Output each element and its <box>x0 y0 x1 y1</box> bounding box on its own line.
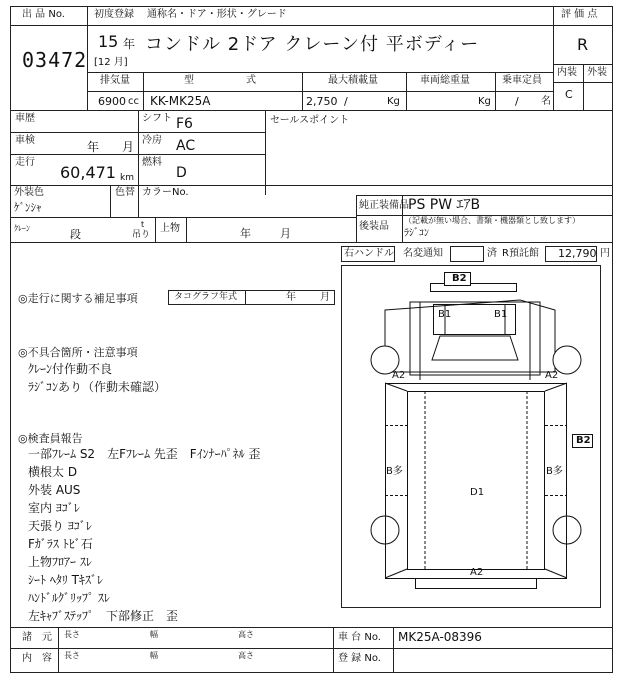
name-change-label: 名変通知 <box>403 248 443 259</box>
length-label: 長さ <box>64 630 80 639</box>
diagram-mark: D1 <box>470 487 485 498</box>
score-value: R <box>577 35 589 54</box>
history-label: 車歴 <box>15 113 35 124</box>
height-label: 高さ <box>238 630 254 639</box>
recycle-label: R預託館 <box>502 248 539 259</box>
diagram-mark: B1 <box>438 309 452 320</box>
gross-weight-unit: Kg <box>478 96 491 107</box>
vehicle-name: コンドル 2ドア クレーン付 平ボディー <box>145 34 480 55</box>
score-label: 評 価 点 <box>561 9 598 20</box>
inspector-item: 一部ﾌﾚｰﾑ S2 左Fﾌﾚｰﾑ 先歪 Fｲﾝﾅｰﾊﾟﾈﾙ 歪 <box>28 447 261 461</box>
defect-item: ｸﾚｰﾝ付作動不良 <box>28 362 113 376</box>
reg-year: 15 <box>98 32 119 51</box>
diagram-mark: B1 <box>494 309 508 320</box>
mileage-value: 60,471 <box>60 163 116 182</box>
ext-color-value: ｹﾞﾝｼｬ <box>14 201 42 214</box>
reg-no-label: 登 録 No. <box>338 653 381 664</box>
aftermarket-note: （記載が無い場合、書類・機器類とし致します） <box>404 216 580 225</box>
displacement-label: 排気量 <box>100 75 130 86</box>
aftermarket-label: 後装品 <box>359 221 389 232</box>
sales-point-label: セールスポイント <box>270 115 350 126</box>
defects-title: ◎不具合箇所・注意事項 <box>18 346 138 359</box>
inspector-item: ｼｰﾄ ﾍﾀﾘ Tｷｽﾞﾚ <box>28 573 103 587</box>
tacho-year: 年 <box>286 292 296 303</box>
defect-item: ﾗｼﾞｺﾝあり（作動未確認） <box>28 380 167 394</box>
inspector-item: 横根太 D <box>28 465 78 479</box>
height-label-2: 高さ <box>238 651 254 660</box>
inspector-item: 天張り ﾖｺﾞﾚ <box>28 519 92 533</box>
inspection-year-unit: 年 <box>87 140 100 154</box>
recycle-value: 12,790 <box>558 247 597 260</box>
color-change-label: 色替 <box>115 187 135 198</box>
color-no-label: カラーNo. <box>142 187 189 198</box>
shift-value: F6 <box>176 116 193 132</box>
diagram-mark: B2 <box>576 435 591 446</box>
diagram-mark: A2 <box>545 370 559 381</box>
interior-grade: C <box>565 88 573 101</box>
equip-value: PS PW ｴｱB <box>408 197 481 213</box>
capacity-label: 乗車定員 <box>502 75 542 86</box>
upper-year-unit: 年 <box>240 227 251 240</box>
shift-label: シフト <box>142 113 172 124</box>
reg-month: [12 月] <box>94 57 128 68</box>
inspector-item: ﾊﾝﾄﾞﾙｸﾞﾘｯﾌﾟ ｽﾚ <box>28 591 110 605</box>
diagram-mark: B多 <box>386 466 403 477</box>
ac-value: AC <box>176 138 196 154</box>
mileage-unit: km <box>120 173 134 183</box>
max-load-slash: / <box>344 95 348 108</box>
crane-label: ｸﾚｰﾝ <box>14 224 30 233</box>
yen-unit: 円 <box>600 248 610 259</box>
ac-label: 冷房 <box>142 135 162 146</box>
inspector-item: 左ｷｬﾌﾞｽﾃｯﾌﾟ 下部修正 歪 <box>28 609 179 623</box>
fuel-value: D <box>176 165 187 181</box>
gross-weight-label: 車両総重量 <box>420 75 470 86</box>
aftermarket-value: ﾗｼﾞｺﾝ <box>404 228 429 239</box>
crane-ton-unit: t <box>141 220 145 229</box>
chassis-label: 車 台 No. <box>338 632 381 643</box>
chassis-value: MK25A-08396 <box>398 630 482 644</box>
mileage-label: 走行 <box>15 157 35 168</box>
ext-color-label: 外装色 <box>14 187 44 198</box>
upper-label: 上物 <box>160 223 180 234</box>
inspector-title: ◎検査員報告 <box>18 432 83 445</box>
inspector-item: 室内 ﾖｺﾞﾚ <box>28 501 80 515</box>
inspector-item: 外装 AUS <box>28 483 81 497</box>
rhd-label: 右ハンドル <box>344 248 394 259</box>
model-label-2: 式 <box>246 75 256 86</box>
reg-year-unit: 年 <box>123 37 136 51</box>
capacity-unit: 名 <box>541 96 551 107</box>
max-load-value: 2,750 <box>306 95 338 108</box>
tachograph-label: タコグラフ年式 <box>174 292 238 302</box>
fuel-label: 燃料 <box>142 157 162 168</box>
diagram-mark: B2 <box>452 273 467 284</box>
inspection-month-unit: 月 <box>122 140 135 154</box>
inspector-item: 上物ﾌﾛｱｰ ｽﾚ <box>28 555 92 569</box>
displacement-value: 6900 <box>98 95 126 108</box>
max-load-label: 最大積載量 <box>328 75 378 86</box>
diagram-mark: A2 <box>470 567 484 578</box>
equip-label: 純正装備品 <box>359 200 409 211</box>
width-label: 幅 <box>150 630 158 639</box>
capacity-slash: / <box>515 95 519 108</box>
max-load-unit: Kg <box>387 96 400 107</box>
exterior-label: 外装 <box>587 67 607 78</box>
lot-no-label: 出 品 No. <box>22 9 65 20</box>
diagram-mark: A2 <box>392 370 406 381</box>
tacho-month: 月 <box>320 292 330 303</box>
driving-title: ◎走行に関する補足事項 <box>18 292 138 305</box>
displacement-unit: cc <box>128 96 139 107</box>
inspection-label: 車検 <box>15 135 35 146</box>
lot-number: 03472 <box>22 48 88 72</box>
upper-month-unit: 月 <box>280 227 291 240</box>
inspector-item: Fｶﾞﾗｽ ﾄﾋﾞ石 <box>28 537 93 551</box>
crane-lift-unit: 吊り <box>132 230 151 240</box>
interior-label: 内装 <box>557 67 577 78</box>
diagram-mark: B多 <box>546 466 563 477</box>
model-label: 型 <box>184 75 194 86</box>
first-reg-label: 初度登録 <box>94 9 134 20</box>
spec-label: 諸 元 <box>22 632 52 643</box>
name-label: 通称名・ドア・形状・グレード <box>147 9 287 20</box>
tax-paid-label: 済 <box>487 248 497 259</box>
vehicle-diagram <box>371 273 593 589</box>
length-label-2: 長さ <box>64 651 80 660</box>
model-value: KK-MK25A <box>150 94 211 108</box>
crane-stage-unit: 段 <box>70 228 81 241</box>
width-label-2: 幅 <box>150 651 158 660</box>
content-label: 内 容 <box>22 653 52 664</box>
